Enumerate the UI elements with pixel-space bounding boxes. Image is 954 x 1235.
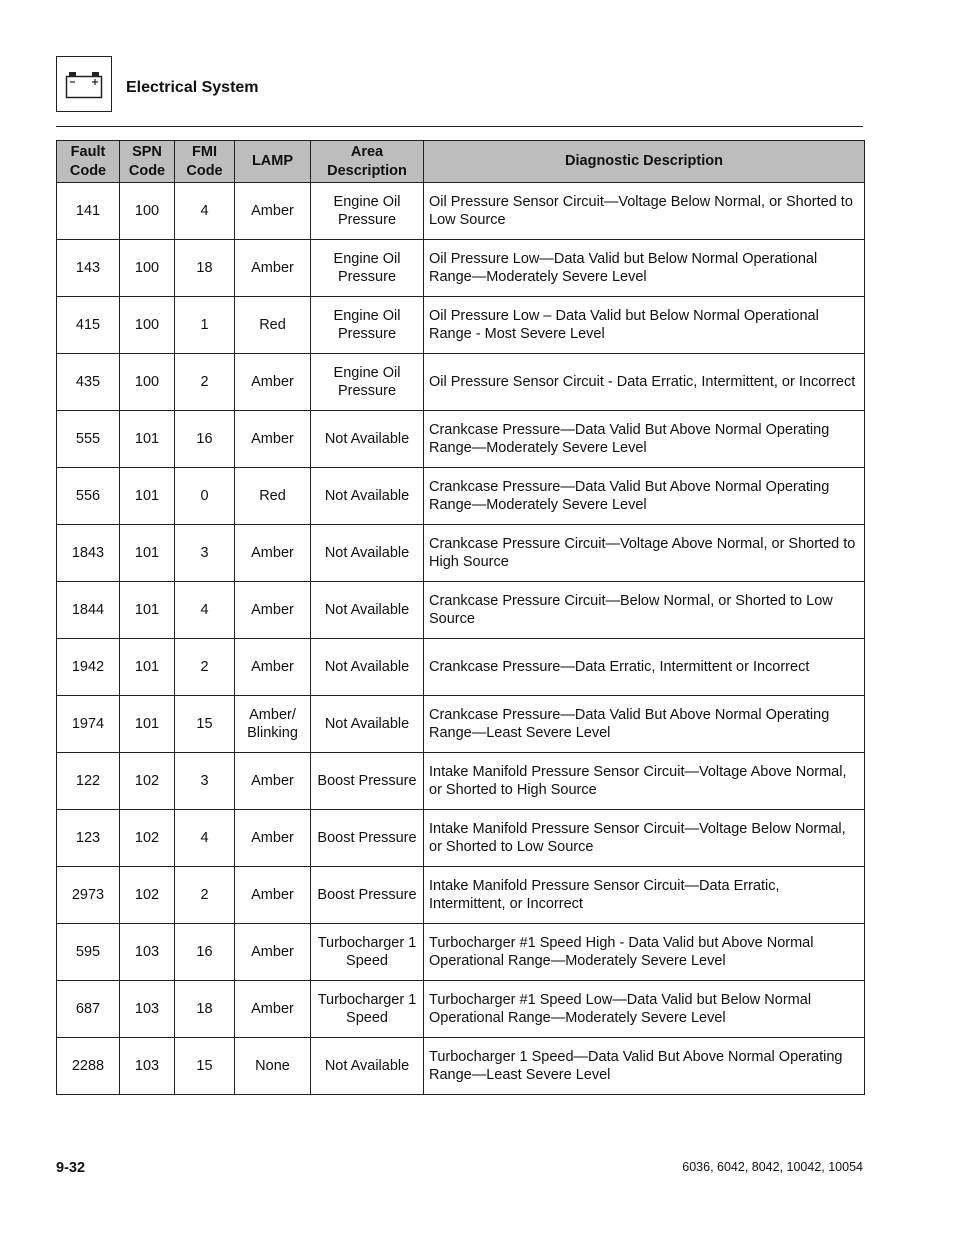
diagnostic-description-cell: Intake Manifold Pressure Sensor Circuit—Voltage Above Normal, or Shorted to High Source bbox=[424, 753, 865, 810]
area-description-cell: Not Available bbox=[311, 639, 424, 696]
header-spn-code: SPN Code bbox=[120, 141, 175, 183]
lamp-cell: Amber bbox=[235, 525, 311, 582]
fault-code-cell: 555 bbox=[57, 411, 120, 468]
fault-code-table bbox=[56, 140, 865, 1095]
spn-code-cell: 101 bbox=[120, 411, 175, 468]
diagnostic-description-cell: Turbocharger #1 Speed Low—Data Valid but Below Normal Operational Range—Moderately Severe Level bbox=[424, 981, 865, 1038]
area-description-cell: Boost Pressure bbox=[311, 810, 424, 867]
lamp-cell: None bbox=[235, 1038, 311, 1095]
diagnostic-description-cell: Oil Pressure Low—Data Valid but Below Normal Operational Range—Moderately Severe Level bbox=[424, 240, 865, 297]
spn-code-cell: 103 bbox=[120, 924, 175, 981]
spn-code-cell: 101 bbox=[120, 639, 175, 696]
lamp-cell: Amber bbox=[235, 240, 311, 297]
area-description-cell: Engine Oil Pressure bbox=[311, 183, 424, 240]
header-fmi-code: FMI Code bbox=[175, 141, 235, 183]
fault-code-cell: 595 bbox=[57, 924, 120, 981]
table-row bbox=[57, 924, 865, 981]
lamp-cell: Amber bbox=[235, 981, 311, 1038]
spn-code-cell: 102 bbox=[120, 867, 175, 924]
spn-code-cell: 101 bbox=[120, 582, 175, 639]
lamp-cell: Amber bbox=[235, 582, 311, 639]
fmi-code-cell: 16 bbox=[175, 924, 235, 981]
fmi-code-cell: 2 bbox=[175, 867, 235, 924]
fault-code-cell: 143 bbox=[57, 240, 120, 297]
area-description-cell: Not Available bbox=[311, 525, 424, 582]
lamp-cell: Amber bbox=[235, 354, 311, 411]
diagnostic-description-cell: Turbocharger #1 Speed High - Data Valid but Above Normal Operational Range—Moderately Severe Level bbox=[424, 924, 865, 981]
header-lamp: LAMP bbox=[235, 141, 311, 183]
diagnostic-description-cell: Crankcase Pressure—Data Valid But Above Normal Operating Range—Moderately Severe Level bbox=[424, 468, 865, 525]
lamp-cell: Red bbox=[235, 468, 311, 525]
fmi-code-cell: 2 bbox=[175, 354, 235, 411]
spn-code-cell: 103 bbox=[120, 981, 175, 1038]
fmi-code-cell: 15 bbox=[175, 696, 235, 753]
table-row bbox=[57, 753, 865, 810]
fault-code-cell: 1843 bbox=[57, 525, 120, 582]
fault-code-cell: 435 bbox=[57, 354, 120, 411]
fault-code-cell: 122 bbox=[57, 753, 120, 810]
header-fault-code: Fault Code bbox=[57, 141, 120, 183]
fmi-code-cell: 3 bbox=[175, 753, 235, 810]
area-description-cell: Not Available bbox=[311, 468, 424, 525]
area-description-cell: Not Available bbox=[311, 582, 424, 639]
header-area-description: Area Description bbox=[311, 141, 424, 183]
fmi-code-cell: 4 bbox=[175, 810, 235, 867]
diagnostic-description-cell: Crankcase Pressure—Data Valid But Above Normal Operating Range—Least Severe Level bbox=[424, 696, 865, 753]
fault-code-cell: 1942 bbox=[57, 639, 120, 696]
table-row bbox=[57, 468, 865, 525]
fmi-code-cell: 4 bbox=[175, 183, 235, 240]
spn-code-cell: 102 bbox=[120, 753, 175, 810]
fmi-code-cell: 18 bbox=[175, 240, 235, 297]
diagnostic-description-cell: Crankcase Pressure Circuit—Voltage Above Normal, or Shorted to High Source bbox=[424, 525, 865, 582]
fmi-code-cell: 16 bbox=[175, 411, 235, 468]
spn-code-cell: 100 bbox=[120, 297, 175, 354]
page-number: 9-32 bbox=[56, 1160, 86, 1176]
table-row bbox=[57, 525, 865, 582]
diagnostic-description-cell: Turbocharger 1 Speed—Data Valid But Above Normal Operating Range—Least Severe Level bbox=[424, 1038, 865, 1095]
fault-code-cell: 2288 bbox=[57, 1038, 120, 1095]
table-row bbox=[57, 240, 865, 297]
spn-code-cell: 100 bbox=[120, 240, 175, 297]
spn-code-cell: 100 bbox=[120, 354, 175, 411]
table-row bbox=[57, 582, 865, 639]
fault-code-cell: 415 bbox=[57, 297, 120, 354]
area-description-cell: Engine Oil Pressure bbox=[311, 240, 424, 297]
table-row bbox=[57, 810, 865, 867]
fault-code-cell: 123 bbox=[57, 810, 120, 867]
section-icon-frame bbox=[56, 56, 112, 112]
spn-code-cell: 102 bbox=[120, 810, 175, 867]
table-row bbox=[57, 354, 865, 411]
section-title: Electrical System bbox=[126, 79, 259, 96]
lamp-cell: Amber bbox=[235, 753, 311, 810]
fault-code-cell: 1974 bbox=[57, 696, 120, 753]
area-description-cell: Not Available bbox=[311, 411, 424, 468]
table-row bbox=[57, 696, 865, 753]
spn-code-cell: 101 bbox=[120, 696, 175, 753]
area-description-cell: Turbocharger 1 Speed bbox=[311, 981, 424, 1038]
fmi-code-cell: 18 bbox=[175, 981, 235, 1038]
fault-code-cell: 2973 bbox=[57, 867, 120, 924]
model-numbers: 6036, 6042, 8042, 10042, 10054 bbox=[682, 1160, 863, 1174]
diagnostic-description-cell: Crankcase Pressure Circuit—Below Normal, or Shorted to Low Source bbox=[424, 582, 865, 639]
area-description-cell: Engine Oil Pressure bbox=[311, 354, 424, 411]
fault-code-cell: 687 bbox=[57, 981, 120, 1038]
diagnostic-description-cell: Crankcase Pressure—Data Valid But Above Normal Operating Range—Moderately Severe Level bbox=[424, 411, 865, 468]
header-divider bbox=[56, 126, 863, 127]
battery-icon bbox=[65, 71, 103, 99]
area-description-cell: Turbocharger 1 Speed bbox=[311, 924, 424, 981]
table-row bbox=[57, 183, 865, 240]
table-row bbox=[57, 639, 865, 696]
table-row bbox=[57, 981, 865, 1038]
fmi-code-cell: 4 bbox=[175, 582, 235, 639]
spn-code-cell: 103 bbox=[120, 1038, 175, 1095]
lamp-cell: Amber bbox=[235, 411, 311, 468]
header-diagnostic-description: Diagnostic Description bbox=[424, 141, 865, 183]
area-description-cell: Not Available bbox=[311, 1038, 424, 1095]
area-description-cell: Boost Pressure bbox=[311, 867, 424, 924]
diagnostic-description-cell: Intake Manifold Pressure Sensor Circuit—Data Erratic, Intermittent, or Incorrect bbox=[424, 867, 865, 924]
spn-code-cell: 101 bbox=[120, 468, 175, 525]
lamp-cell: Amber bbox=[235, 924, 311, 981]
spn-code-cell: 100 bbox=[120, 183, 175, 240]
table-header-row bbox=[57, 141, 865, 183]
diagnostic-description-cell: Oil Pressure Sensor Circuit - Data Erratic, Intermittent, or Incorrect bbox=[424, 354, 865, 411]
lamp-cell: Amber/ Blinking bbox=[235, 696, 311, 753]
area-description-cell: Not Available bbox=[311, 696, 424, 753]
lamp-cell: Red bbox=[235, 297, 311, 354]
fault-code-cell: 141 bbox=[57, 183, 120, 240]
lamp-cell: Amber bbox=[235, 183, 311, 240]
lamp-cell: Amber bbox=[235, 867, 311, 924]
area-description-cell: Engine Oil Pressure bbox=[311, 297, 424, 354]
table-row bbox=[57, 867, 865, 924]
diagnostic-description-cell: Oil Pressure Sensor Circuit—Voltage Below Normal, or Shorted to Low Source bbox=[424, 183, 865, 240]
diagnostic-description-cell: Intake Manifold Pressure Sensor Circuit—Voltage Below Normal, or Shorted to Low Source bbox=[424, 810, 865, 867]
fmi-code-cell: 1 bbox=[175, 297, 235, 354]
spn-code-cell: 101 bbox=[120, 525, 175, 582]
fmi-code-cell: 3 bbox=[175, 525, 235, 582]
diagnostic-description-cell: Oil Pressure Low – Data Valid but Below Normal Operational Range - Most Severe Level bbox=[424, 297, 865, 354]
fault-code-cell: 1844 bbox=[57, 582, 120, 639]
lamp-cell: Amber bbox=[235, 810, 311, 867]
fmi-code-cell: 2 bbox=[175, 639, 235, 696]
diagnostic-description-cell: Crankcase Pressure—Data Erratic, Intermittent or Incorrect bbox=[424, 639, 865, 696]
table-row bbox=[57, 297, 865, 354]
area-description-cell: Boost Pressure bbox=[311, 753, 424, 810]
lamp-cell: Amber bbox=[235, 639, 311, 696]
table-row bbox=[57, 411, 865, 468]
fmi-code-cell: 15 bbox=[175, 1038, 235, 1095]
fault-code-cell: 556 bbox=[57, 468, 120, 525]
table-row bbox=[57, 1038, 865, 1095]
fmi-code-cell: 0 bbox=[175, 468, 235, 525]
